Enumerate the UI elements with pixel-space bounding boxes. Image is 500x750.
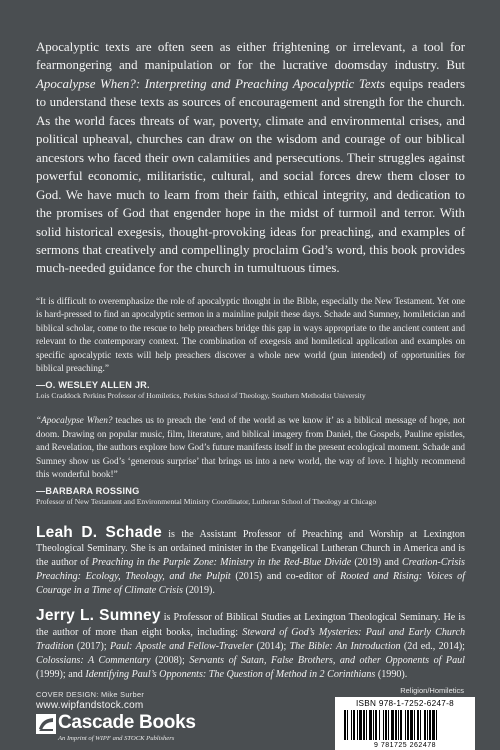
endorser-name: —BARBARA ROSSING xyxy=(36,486,140,497)
endorser-affiliation: Professor of New Testament and Environmental Ministry Coordinator, Lutheran School of Theology at Chicago xyxy=(36,497,377,507)
bio-text: (2d ed., 2014); xyxy=(400,640,465,652)
isbn-barcode xyxy=(335,697,475,750)
author-bio-sumney xyxy=(36,609,465,681)
book-title: Preaching in the Purple Zone: Ministry in the Red-Blue Divide xyxy=(91,557,352,569)
endorsement-allen xyxy=(36,296,465,400)
book-description xyxy=(36,38,465,278)
isbn-label: ISBN 978-1-7252-6247-8 xyxy=(355,699,455,708)
bio-text: (2017); xyxy=(73,640,110,652)
bio-text: is the Assistant Professor of Preaching and Worship at Lexington Theological Seminary. She is an ordained minister in the Evangelical Lutheran Church in America and is the author of xyxy=(36,529,465,569)
description-text-cont: equips readers to understand these texts as sources of encouragement and strength for the church. As the world faces threats of war, poverty, climate and environmental crises, and political upheaval, churches can draw on the wisdom and courage of our biblical ancestors who faced their own calamities and persecutions. Their struggles against powerful economic, militaristic, cultural, and social forces drew them closer to God. We have much to learn from their faith, ethical integrity, and dedication to the promises of God that engender hope in the midst of turmoil and terror. With solid historical exegesis, thought-provoking ideas for preaching, and examples of sermons that creatively and compellingly proclaim God’s word, this book provides much-needed guidance for the church in tumultuous times. xyxy=(36,76,465,276)
book-title: Servants of Satan, False Brothers, and other Opponents of Paul xyxy=(189,654,465,666)
author-bio-schade xyxy=(36,526,465,598)
endorser-name: —O. WESLEY ALLEN JR. xyxy=(36,380,150,391)
book-title: Paul: Apostle and Fellow-Traveler xyxy=(109,640,254,652)
bio-text: (2019). xyxy=(182,585,215,597)
author-name: Leah D. Schade xyxy=(36,524,162,541)
endorsement-text xyxy=(36,415,465,482)
bio-text: (1990). xyxy=(375,668,408,680)
cover-design-credit: COVER DESIGN: Mike Surber xyxy=(36,690,145,699)
book-title: Rooted and Rising: Voices of Courage in a Time of Climate Crisis xyxy=(36,571,465,597)
endorsement-title-italic: “Apocalypse When? xyxy=(36,416,113,427)
book-title: Creation-Crisis Preaching: Ecology, Theology, and the Pulpit xyxy=(36,557,465,583)
barcode-bars xyxy=(343,710,467,740)
barcode-number: 9 781725 262478 xyxy=(335,742,475,749)
description-text: Apocalyptic texts are often seen as either frightening or irrelevant, a tool for fearmongering and manipulation or for the lucrative doomsday industry. But xyxy=(36,40,465,73)
author-name: Jerry L. Sumney xyxy=(36,607,161,625)
publisher-website[interactable]: www.wipfandstock.com xyxy=(36,700,144,711)
bio-text: (2014); xyxy=(253,640,290,652)
bio-text: (1999); and xyxy=(36,668,86,680)
endorser-affiliation: Lois Craddock Perkins Professor of Homiletics, Perkins School of Theology, Southern Methodist University xyxy=(36,391,366,401)
bio-text: (2019) and xyxy=(351,557,402,569)
category-label: Religion/Homiletics xyxy=(400,686,464,695)
book-title: Colossians: A Commentary xyxy=(36,654,151,666)
book-title-italic: Apocalypse When?: Interpreting and Preaching Apocalyptic Texts xyxy=(36,76,385,91)
publisher-imprint: An Imprint of WIPF and STOCK Publishers xyxy=(58,735,175,742)
endorsements xyxy=(36,296,465,506)
author-bios xyxy=(36,526,465,682)
book-title: Steward of God’s Mysteries: Paul and Early Church Tradition xyxy=(36,626,465,652)
book-title: The Bible: An Introduction xyxy=(289,640,401,652)
bio-text: is Professor of Biblical Studies at Lexington Theological Seminary. He is the author of more than eight books, including: xyxy=(36,612,466,638)
endorsement-text-cont: teaches us to preach the ‘end of the world as we know it’ as a biblical message of hope, not doom. Drawing on popular music, film, literature, and biblical imagery from Daniel, the Gospels, Pauline epistles, and Revelation, the authors explore how God’s future manifests itself in the present ecological moment. Schade and Sumney show us God’s ‘generous surprise’ that brings us into a new world, the way of love. I highly recommend this wonderful book!” xyxy=(36,416,465,481)
book-title: Identifying Paul’s Opponents: The Question of Method in 2 Corinthians xyxy=(85,668,376,680)
bio-text: (2008); xyxy=(150,654,190,666)
endorsement-text: “It is difficult to overemphasize the role of apocalyptic thought in the Bible, especially the New Testament. Yet one is hard-pressed to find an apocalyptic sermon in a mainline pulpit these days. Schade and Sumney, homiletician and biblical scholar, come to the rescue to help preachers bridge this gap in ways appropriate to the ancient content and relevant to the contemporary context. The combination of exegesis and homiletical application and examples on specific apocalyptic texts will help preachers discover a whole new world (pun intended) of opportunities for biblical preaching.” xyxy=(36,297,465,375)
publisher-logo xyxy=(36,712,236,744)
cascade-books-logo-icon xyxy=(36,714,56,734)
publisher-name: Cascade Books xyxy=(58,712,196,733)
endorsement-rossing xyxy=(36,415,465,506)
bio-text: (2015) and co-editor of xyxy=(230,571,341,583)
